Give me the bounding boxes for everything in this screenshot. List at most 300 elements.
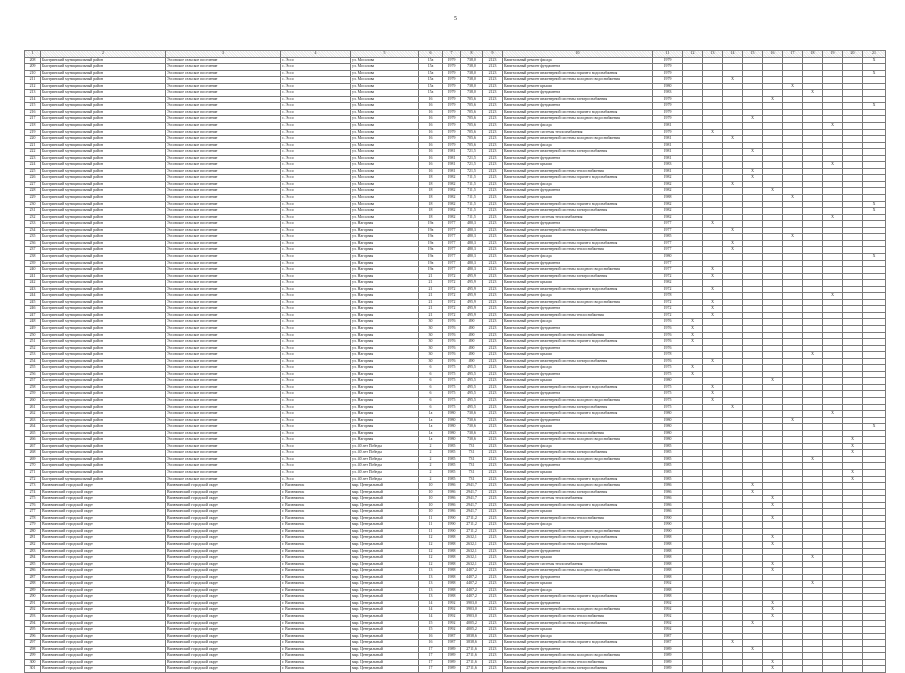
locality-cell: с. Эссо — [281, 90, 351, 97]
work-type-cell: Капитальный ремонт инженерной системы горячего водоснабжения — [503, 70, 653, 77]
street-cell: ул. Мосолова — [351, 83, 419, 90]
area-cell: 2711,6 — [461, 653, 483, 660]
year-built-cell: 1977 — [443, 240, 461, 247]
row-number: 284 — [25, 555, 41, 562]
year-built-cell: 1979 — [443, 64, 461, 71]
street-cell: мкр. Центральный — [351, 574, 419, 581]
district-cell: Быстринский муниципальный район — [41, 456, 166, 463]
plan-end-cell: 2123 — [483, 437, 503, 444]
work-type-cell: Капитальный ремонт инженерной системы горячего водоснабжения — [503, 640, 653, 647]
work-type-cell: Капитальный ремонт крыши — [503, 509, 653, 516]
year-built-cell: 1988 — [443, 594, 461, 601]
row-number: 235 — [25, 234, 41, 241]
row-number: 267 — [25, 443, 41, 450]
district-cell: Вилючинский городской округ — [41, 640, 166, 647]
settlement-cell: Вилючинский городской округ — [166, 509, 281, 516]
area-cell: 711,5 — [461, 214, 483, 221]
last-repair-cell: 1987 — [653, 640, 683, 647]
area-cell: 490 — [461, 319, 483, 326]
street-cell: ул. Нагорная — [351, 234, 419, 241]
settlement-cell: Эссовское сельское поселение — [166, 325, 281, 332]
row-number: 239 — [25, 260, 41, 267]
settlement-cell: Эссовское сельское поселение — [166, 306, 281, 313]
year-built-cell: 1986 — [443, 496, 461, 503]
house-cell: 1а — [419, 430, 443, 437]
district-cell: Быстринский муниципальный район — [41, 123, 166, 130]
year-built-cell: 1976 — [443, 339, 461, 346]
district-cell: Вилючинский городской округ — [41, 659, 166, 666]
last-repair-cell: 1977 — [653, 227, 683, 234]
row-number: 300 — [25, 659, 41, 666]
house-cell: 19а — [419, 234, 443, 241]
year-built-cell: 1988 — [443, 555, 461, 562]
street-cell: ул. 40 лет Победы — [351, 450, 419, 457]
year-built-cell: 1986 — [443, 502, 461, 509]
area-cell: 711,5 — [461, 181, 483, 188]
mark-cell: Х — [763, 515, 783, 522]
last-repair-cell: 1982 — [653, 188, 683, 195]
locality-cell: с. Эссо — [281, 424, 351, 431]
district-cell: Вилючинский городской округ — [41, 548, 166, 555]
area-cell: 495,5 — [461, 397, 483, 404]
district-cell: Вилючинский городской округ — [41, 614, 166, 621]
street-cell: ул. Нагорная — [351, 267, 419, 274]
street-cell: ул. 40 лет Победы — [351, 476, 419, 483]
house-cell: 13 — [419, 568, 443, 575]
house-cell: 15 — [419, 627, 443, 634]
last-repair-cell: 1988 — [653, 195, 683, 202]
plan-end-cell: 2123 — [483, 83, 503, 90]
plan-end-cell: 2123 — [483, 123, 503, 130]
street-cell: мкр. Центральный — [351, 600, 419, 607]
settlement-cell: Вилючинский городской округ — [166, 496, 281, 503]
locality-cell: с. Эссо — [281, 136, 351, 143]
plan-end-cell: 2123 — [483, 299, 503, 306]
year-built-cell: 1975 — [443, 365, 461, 372]
mark-cell: Х — [803, 352, 823, 359]
area-cell: 2711,2 — [461, 522, 483, 529]
plan-end-cell: 2123 — [483, 77, 503, 84]
row-number: 282 — [25, 542, 41, 549]
house-cell: 16 — [419, 123, 443, 130]
plan-end-cell: 2123 — [483, 201, 503, 208]
plan-end-cell: 2123 — [483, 195, 503, 202]
locality-cell: с. Эссо — [281, 352, 351, 359]
street-cell: ул. Нагорная — [351, 339, 419, 346]
locality-cell: с. Эссо — [281, 181, 351, 188]
mark-cell: Х — [763, 600, 783, 607]
last-repair-cell: 1979 — [653, 116, 683, 123]
settlement-cell: Эссовское сельское поселение — [166, 358, 281, 365]
street-cell: ул. Нагорная — [351, 430, 419, 437]
last-repair-cell: 1980 — [653, 424, 683, 431]
mark-cell: Х — [703, 358, 723, 365]
work-type-cell: Капитальный ремонт инженерной системы холодного водоснабжения — [503, 456, 653, 463]
street-cell: мкр. Центральный — [351, 614, 419, 621]
area-cell: 480,3 — [461, 227, 483, 234]
district-cell: Вилючинский городской округ — [41, 489, 166, 496]
area-cell: 705,6 — [461, 96, 483, 103]
year-built-cell: 1982 — [443, 201, 461, 208]
last-repair-cell: 1982 — [653, 175, 683, 182]
house-cell: 19а — [419, 247, 443, 254]
year-built-cell: 1976 — [443, 319, 461, 326]
work-type-cell: Капитальный ремонт инженерной системы теплоснабжения — [503, 614, 653, 621]
year-built-cell: 1977 — [443, 253, 461, 260]
street-cell: мкр. Центральный — [351, 568, 419, 575]
plan-end-cell: 2123 — [483, 509, 503, 516]
work-type-cell: Капитальный ремонт фасада — [503, 57, 653, 64]
locality-cell: г. Вилючинск — [281, 646, 351, 653]
year-built-cell: 1979 — [443, 123, 461, 130]
work-type-cell: Капитальный ремонт инженерной системы холодного водоснабжения — [503, 136, 653, 143]
locality-cell: с. Эссо — [281, 411, 351, 418]
plan-end-cell: 2123 — [483, 90, 503, 97]
house-cell: 30 — [419, 325, 443, 332]
street-cell: ул. Нагорная — [351, 411, 419, 418]
district-cell: Быстринский муниципальный район — [41, 149, 166, 156]
year-built-cell: 1976 — [443, 345, 461, 352]
last-repair-cell: 1977 — [653, 260, 683, 267]
plan-end-cell: 2123 — [483, 633, 503, 640]
settlement-cell: Вилючинский городской округ — [166, 594, 281, 601]
year-built-cell: 1972 — [443, 312, 461, 319]
settlement-cell: Эссовское сельское поселение — [166, 57, 281, 64]
area-cell: 2941,7 — [461, 496, 483, 503]
street-cell: ул. Нагорная — [351, 319, 419, 326]
plan-end-cell: 2123 — [483, 476, 503, 483]
house-cell: 18 — [419, 195, 443, 202]
locality-cell: г. Вилючинск — [281, 535, 351, 542]
settlement-cell: Вилючинский городской округ — [166, 535, 281, 542]
plan-end-cell: 2123 — [483, 397, 503, 404]
area-cell: 730,6 — [461, 424, 483, 431]
area-cell: 705,6 — [461, 116, 483, 123]
house-cell: 16 — [419, 142, 443, 149]
district-cell: Быстринский муниципальный район — [41, 450, 166, 457]
mark-cell: Х — [843, 476, 863, 483]
year-built-cell: 1988 — [443, 542, 461, 549]
street-cell: ул. Мосолова — [351, 109, 419, 116]
row-number: 243 — [25, 286, 41, 293]
row-number: 211 — [25, 77, 41, 84]
street-cell: ул. Мосолова — [351, 201, 419, 208]
settlement-cell: Эссовское сельское поселение — [166, 417, 281, 424]
mark-cell: Х — [763, 607, 783, 614]
house-cell: 21 — [419, 273, 443, 280]
year-built-cell: 1977 — [443, 267, 461, 274]
row-number: 214 — [25, 96, 41, 103]
row-number: 260 — [25, 397, 41, 404]
area-cell: 730,6 — [461, 417, 483, 424]
district-cell: Вилючинский городской округ — [41, 483, 166, 490]
district-cell: Быстринский муниципальный район — [41, 443, 166, 450]
mark-cell: Х — [843, 450, 863, 457]
house-cell: 17 — [419, 653, 443, 660]
row-number: 279 — [25, 522, 41, 529]
last-repair-cell: 1992 — [653, 614, 683, 621]
year-built-cell: 1989 — [443, 666, 461, 673]
work-type-cell: Капитальный ремонт инженерной системы холодного водоснабжения — [503, 528, 653, 535]
plan-end-cell: 2123 — [483, 600, 503, 607]
plan-end-cell: 2123 — [483, 430, 503, 437]
street-cell: ул. Мосолова — [351, 195, 419, 202]
street-cell: мкр. Центральный — [351, 509, 419, 516]
last-repair-cell: 1977 — [653, 247, 683, 254]
street-cell: ул. Нагорная — [351, 286, 419, 293]
work-type-cell: Капитальный ремонт инженерной системы электроснабжения — [503, 666, 653, 673]
district-cell: Быстринский муниципальный район — [41, 404, 166, 411]
house-cell: 6 — [419, 378, 443, 385]
plan-end-cell: 2123 — [483, 424, 503, 431]
area-cell: 495,5 — [461, 404, 483, 411]
row-number: 217 — [25, 116, 41, 123]
plan-end-cell: 2123 — [483, 411, 503, 418]
settlement-cell: Эссовское сельское поселение — [166, 450, 281, 457]
settlement-cell: Эссовское сельское поселение — [166, 175, 281, 182]
district-cell: Вилючинский городской округ — [41, 542, 166, 549]
plan-end-cell: 2123 — [483, 116, 503, 123]
area-cell: 738,0 — [461, 64, 483, 71]
area-cell: 2632,1 — [461, 542, 483, 549]
settlement-cell: Эссовское сельское поселение — [166, 397, 281, 404]
area-cell: 705,6 — [461, 142, 483, 149]
district-cell: Быстринский муниципальный район — [41, 201, 166, 208]
area-cell: 711,5 — [461, 201, 483, 208]
area-cell: 711,5 — [461, 208, 483, 215]
area-cell: 480,3 — [461, 221, 483, 228]
year-built-cell: 1975 — [443, 404, 461, 411]
work-type-cell: Капитальный ремонт инженерной системы горячего водоснабжения — [503, 109, 653, 116]
house-cell: 17 — [419, 666, 443, 673]
settlement-cell: Эссовское сельское поселение — [166, 123, 281, 130]
work-type-cell: Капитальный ремонт инженерной системы теплоснабжения — [503, 247, 653, 254]
locality-cell: с. Эссо — [281, 358, 351, 365]
mark-cell: Х — [743, 620, 763, 627]
last-repair-cell: 1981 — [653, 149, 683, 156]
area-cell: 738,0 — [461, 83, 483, 90]
street-cell: ул. Мосолова — [351, 129, 419, 136]
last-repair-cell: 1989 — [653, 646, 683, 653]
locality-cell: с. Эссо — [281, 286, 351, 293]
row-number: 289 — [25, 587, 41, 594]
year-built-cell: 1985 — [443, 456, 461, 463]
district-cell: Вилючинский городской округ — [41, 587, 166, 594]
district-cell: Вилючинский городской округ — [41, 653, 166, 660]
settlement-cell: Эссовское сельское поселение — [166, 208, 281, 215]
settlement-cell: Эссовское сельское поселение — [166, 96, 281, 103]
plan-end-cell: 2123 — [483, 181, 503, 188]
row-number: 293 — [25, 614, 41, 621]
district-cell: Быстринский муниципальный район — [41, 83, 166, 90]
last-repair-cell: 1976 — [653, 325, 683, 332]
district-cell: Быстринский муниципальный район — [41, 96, 166, 103]
mark-cell: Х — [703, 273, 723, 280]
settlement-cell: Вилючинский городской округ — [166, 483, 281, 490]
house-cell: 6 — [419, 404, 443, 411]
street-cell: ул. Мосолова — [351, 155, 419, 162]
last-repair-cell: 1975 — [653, 371, 683, 378]
settlement-cell: Эссовское сельское поселение — [166, 411, 281, 418]
mark-cell: Х — [803, 581, 823, 588]
locality-cell: с. Эссо — [281, 345, 351, 352]
settlement-cell: Вилючинский городской округ — [166, 515, 281, 522]
mark-cell: Х — [703, 267, 723, 274]
last-repair-cell: 1982 — [653, 181, 683, 188]
row-number: 255 — [25, 365, 41, 372]
street-cell: ул. Мосолова — [351, 96, 419, 103]
street-cell: мкр. Центральный — [351, 594, 419, 601]
mark-cell — [843, 666, 863, 673]
plan-end-cell: 2123 — [483, 280, 503, 287]
last-repair-cell: 1988 — [653, 574, 683, 581]
column-header: 6 — [419, 51, 443, 58]
area-cell: 490 — [461, 332, 483, 339]
house-cell: 19а — [419, 227, 443, 234]
column-header: 12 — [683, 51, 703, 58]
year-built-cell: 1979 — [443, 116, 461, 123]
last-repair-cell: 1985 — [653, 234, 683, 241]
row-number: 265 — [25, 430, 41, 437]
street-cell: ул. Нагорная — [351, 253, 419, 260]
area-cell: 2941,7 — [461, 489, 483, 496]
area-cell: 2711,6 — [461, 646, 483, 653]
work-type-cell: Капитальный ремонт фасада — [503, 443, 653, 450]
plan-end-cell: 2123 — [483, 332, 503, 339]
plan-end-cell: 2123 — [483, 365, 503, 372]
locality-cell: г. Вилючинск — [281, 522, 351, 529]
last-repair-cell: 1986 — [653, 502, 683, 509]
area-cell: 731 — [461, 470, 483, 477]
last-repair-cell: 1992 — [653, 620, 683, 627]
row-number: 257 — [25, 378, 41, 385]
settlement-cell: Вилючинский городской округ — [166, 666, 281, 673]
row-number: 276 — [25, 502, 41, 509]
year-built-cell: 1975 — [443, 378, 461, 385]
work-type-cell: Капитальный ремонт инженерной системы горячего водоснабжения — [503, 286, 653, 293]
locality-cell: г. Вилючинск — [281, 483, 351, 490]
house-cell: 2 — [419, 463, 443, 470]
house-cell: 16 — [419, 162, 443, 169]
last-repair-cell: 1972 — [653, 306, 683, 313]
district-cell: Быстринский муниципальный район — [41, 352, 166, 359]
last-repair-cell: 1985 — [653, 470, 683, 477]
work-type-cell: Капитальный ремонт инженерной системы теплоснабжения — [503, 168, 653, 175]
district-cell: Быстринский муниципальный район — [41, 168, 166, 175]
last-repair-cell: 1976 — [653, 319, 683, 326]
area-cell: 721,5 — [461, 155, 483, 162]
year-built-cell: 1981 — [443, 149, 461, 156]
work-type-cell: Капитальный ремонт крыши — [503, 378, 653, 385]
district-cell: Быстринский муниципальный район — [41, 240, 166, 247]
house-cell: 13 — [419, 594, 443, 601]
locality-cell: с. Эссо — [281, 96, 351, 103]
year-built-cell: 1979 — [443, 136, 461, 143]
mark-cell: Х — [863, 103, 886, 110]
row-number: 275 — [25, 496, 41, 503]
settlement-cell: Эссовское сельское поселение — [166, 195, 281, 202]
settlement-cell: Вилючинский городской округ — [166, 489, 281, 496]
mark-cell: Х — [763, 496, 783, 503]
district-cell: Быстринский муниципальный район — [41, 162, 166, 169]
plan-end-cell: 2123 — [483, 574, 503, 581]
district-cell: Быстринский муниципальный район — [41, 384, 166, 391]
work-type-cell: Капитальный ремонт инженерной системы горячего водоснабжения — [503, 476, 653, 483]
row-number: 268 — [25, 450, 41, 457]
street-cell: мкр. Центральный — [351, 502, 419, 509]
street-cell: мкр. Центральный — [351, 561, 419, 568]
row-number: 295 — [25, 627, 41, 634]
column-header: 17 — [783, 51, 803, 58]
locality-cell: г. Вилючинск — [281, 528, 351, 535]
row-number: 219 — [25, 129, 41, 136]
mark-cell: Х — [723, 136, 743, 143]
year-built-cell: 1992 — [443, 607, 461, 614]
district-cell: Вилючинский городской округ — [41, 522, 166, 529]
row-number: 263 — [25, 417, 41, 424]
work-type-cell: Капитальный ремонт инженерной системы электроснабжения — [503, 273, 653, 280]
row-number: 234 — [25, 227, 41, 234]
locality-cell: г. Вилючинск — [281, 548, 351, 555]
work-type-cell: Капитальный ремонт фундамента — [503, 325, 653, 332]
district-cell: Вилючинский городской округ — [41, 515, 166, 522]
settlement-cell: Вилючинский городской округ — [166, 561, 281, 568]
row-number: 266 — [25, 437, 41, 444]
street-cell: ул. Мосолова — [351, 77, 419, 84]
street-cell: ул. Мосолова — [351, 57, 419, 64]
area-cell: 711,5 — [461, 188, 483, 195]
settlement-cell: Вилючинский городской округ — [166, 542, 281, 549]
district-cell: Быстринский муниципальный район — [41, 195, 166, 202]
house-cell: 18 — [419, 181, 443, 188]
house-cell: 1а — [419, 437, 443, 444]
locality-cell: г. Вилючинск — [281, 581, 351, 588]
year-built-cell: 1986 — [443, 509, 461, 516]
year-built-cell: 1976 — [443, 352, 461, 359]
settlement-cell: Эссовское сельское поселение — [166, 476, 281, 483]
year-built-cell: 1980 — [443, 411, 461, 418]
row-number: 245 — [25, 299, 41, 306]
last-repair-cell: 1982 — [653, 214, 683, 221]
settlement-cell: Эссовское сельское поселение — [166, 352, 281, 359]
house-cell: 6 — [419, 397, 443, 404]
settlement-cell: Эссовское сельское поселение — [166, 286, 281, 293]
house-cell: 15а — [419, 57, 443, 64]
year-built-cell: 1981 — [443, 155, 461, 162]
settlement-cell: Эссовское сельское поселение — [166, 83, 281, 90]
locality-cell: с. Эссо — [281, 234, 351, 241]
year-built-cell: 1992 — [443, 620, 461, 627]
mark-cell: Х — [723, 77, 743, 84]
area-cell: 705,6 — [461, 129, 483, 136]
last-repair-cell: 1975 — [653, 397, 683, 404]
last-repair-cell: 1972 — [653, 312, 683, 319]
plan-end-cell: 2123 — [483, 607, 503, 614]
street-cell: ул. Нагорная — [351, 260, 419, 267]
district-cell: Вилючинский городской округ — [41, 627, 166, 634]
street-cell: ул. Нагорная — [351, 371, 419, 378]
year-built-cell: 1979 — [443, 90, 461, 97]
house-cell: 2 — [419, 476, 443, 483]
settlement-cell: Вилючинский городской округ — [166, 528, 281, 535]
last-repair-cell: 1979 — [653, 96, 683, 103]
mark-cell: Х — [683, 332, 703, 339]
plan-end-cell: 2123 — [483, 312, 503, 319]
last-repair-cell: 1979 — [653, 70, 683, 77]
year-built-cell: 1975 — [443, 384, 461, 391]
work-type-cell: Капитальный ремонт инженерной системы теплоснабжения — [503, 312, 653, 319]
plan-end-cell: 2123 — [483, 260, 503, 267]
